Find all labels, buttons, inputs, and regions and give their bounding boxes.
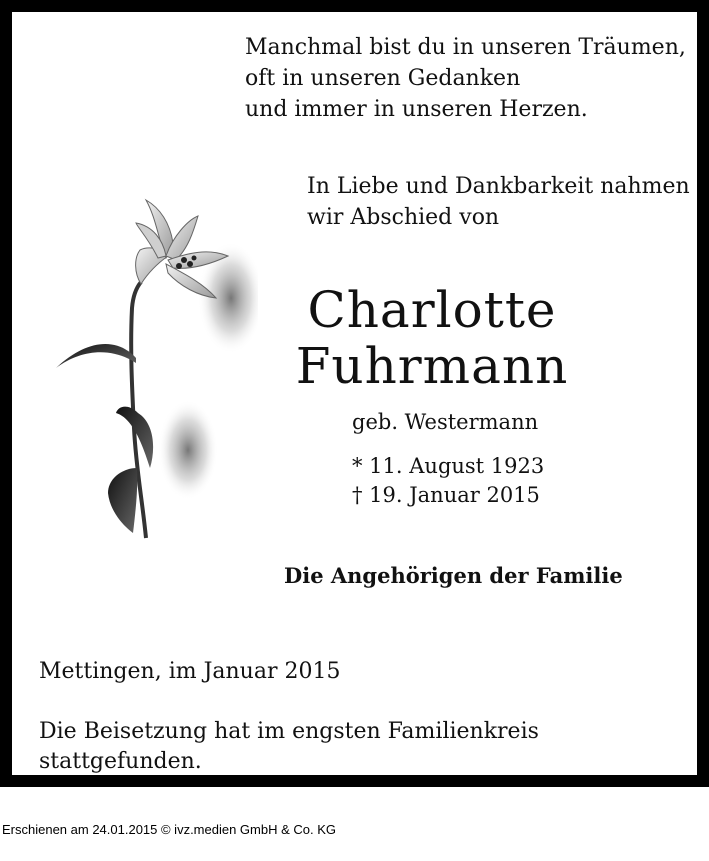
maiden-name: geb. Westermann — [352, 410, 539, 434]
intro-line-2: wir Abschied von — [307, 205, 500, 230]
family-signature: Die Angehörigen der Familie — [284, 563, 623, 588]
verse-line-2: oft in unseren Gedanken — [245, 66, 521, 91]
verse-line-1: Manchmal bist du in unseren Träumen, — [245, 35, 686, 60]
last-name: Fuhrmann — [295, 337, 569, 395]
deceased-name — [252, 282, 612, 394]
place-date: Mettingen, im Januar 2015 — [39, 659, 341, 684]
farewell-intro — [307, 171, 690, 233]
life-dates — [352, 452, 544, 510]
burial-note: Die Beisetzung hat im engsten Familienkreis stattgefunden. — [39, 719, 539, 774]
memorial-verse — [245, 32, 686, 125]
death-date: † 19. Januar 2015 — [352, 483, 540, 507]
publication-footer: Erschienen am 24.01.2015 © ivz.medien GmbH & Co. KG — [2, 822, 337, 837]
birth-date: * 11. August 1923 — [352, 454, 545, 478]
first-name: Charlotte — [307, 281, 557, 339]
verse-line-3: und immer in unseren Herzen. — [245, 97, 588, 122]
intro-line-1: In Liebe und Dankbarkeit nahmen — [307, 174, 690, 199]
lily-image — [38, 178, 258, 548]
